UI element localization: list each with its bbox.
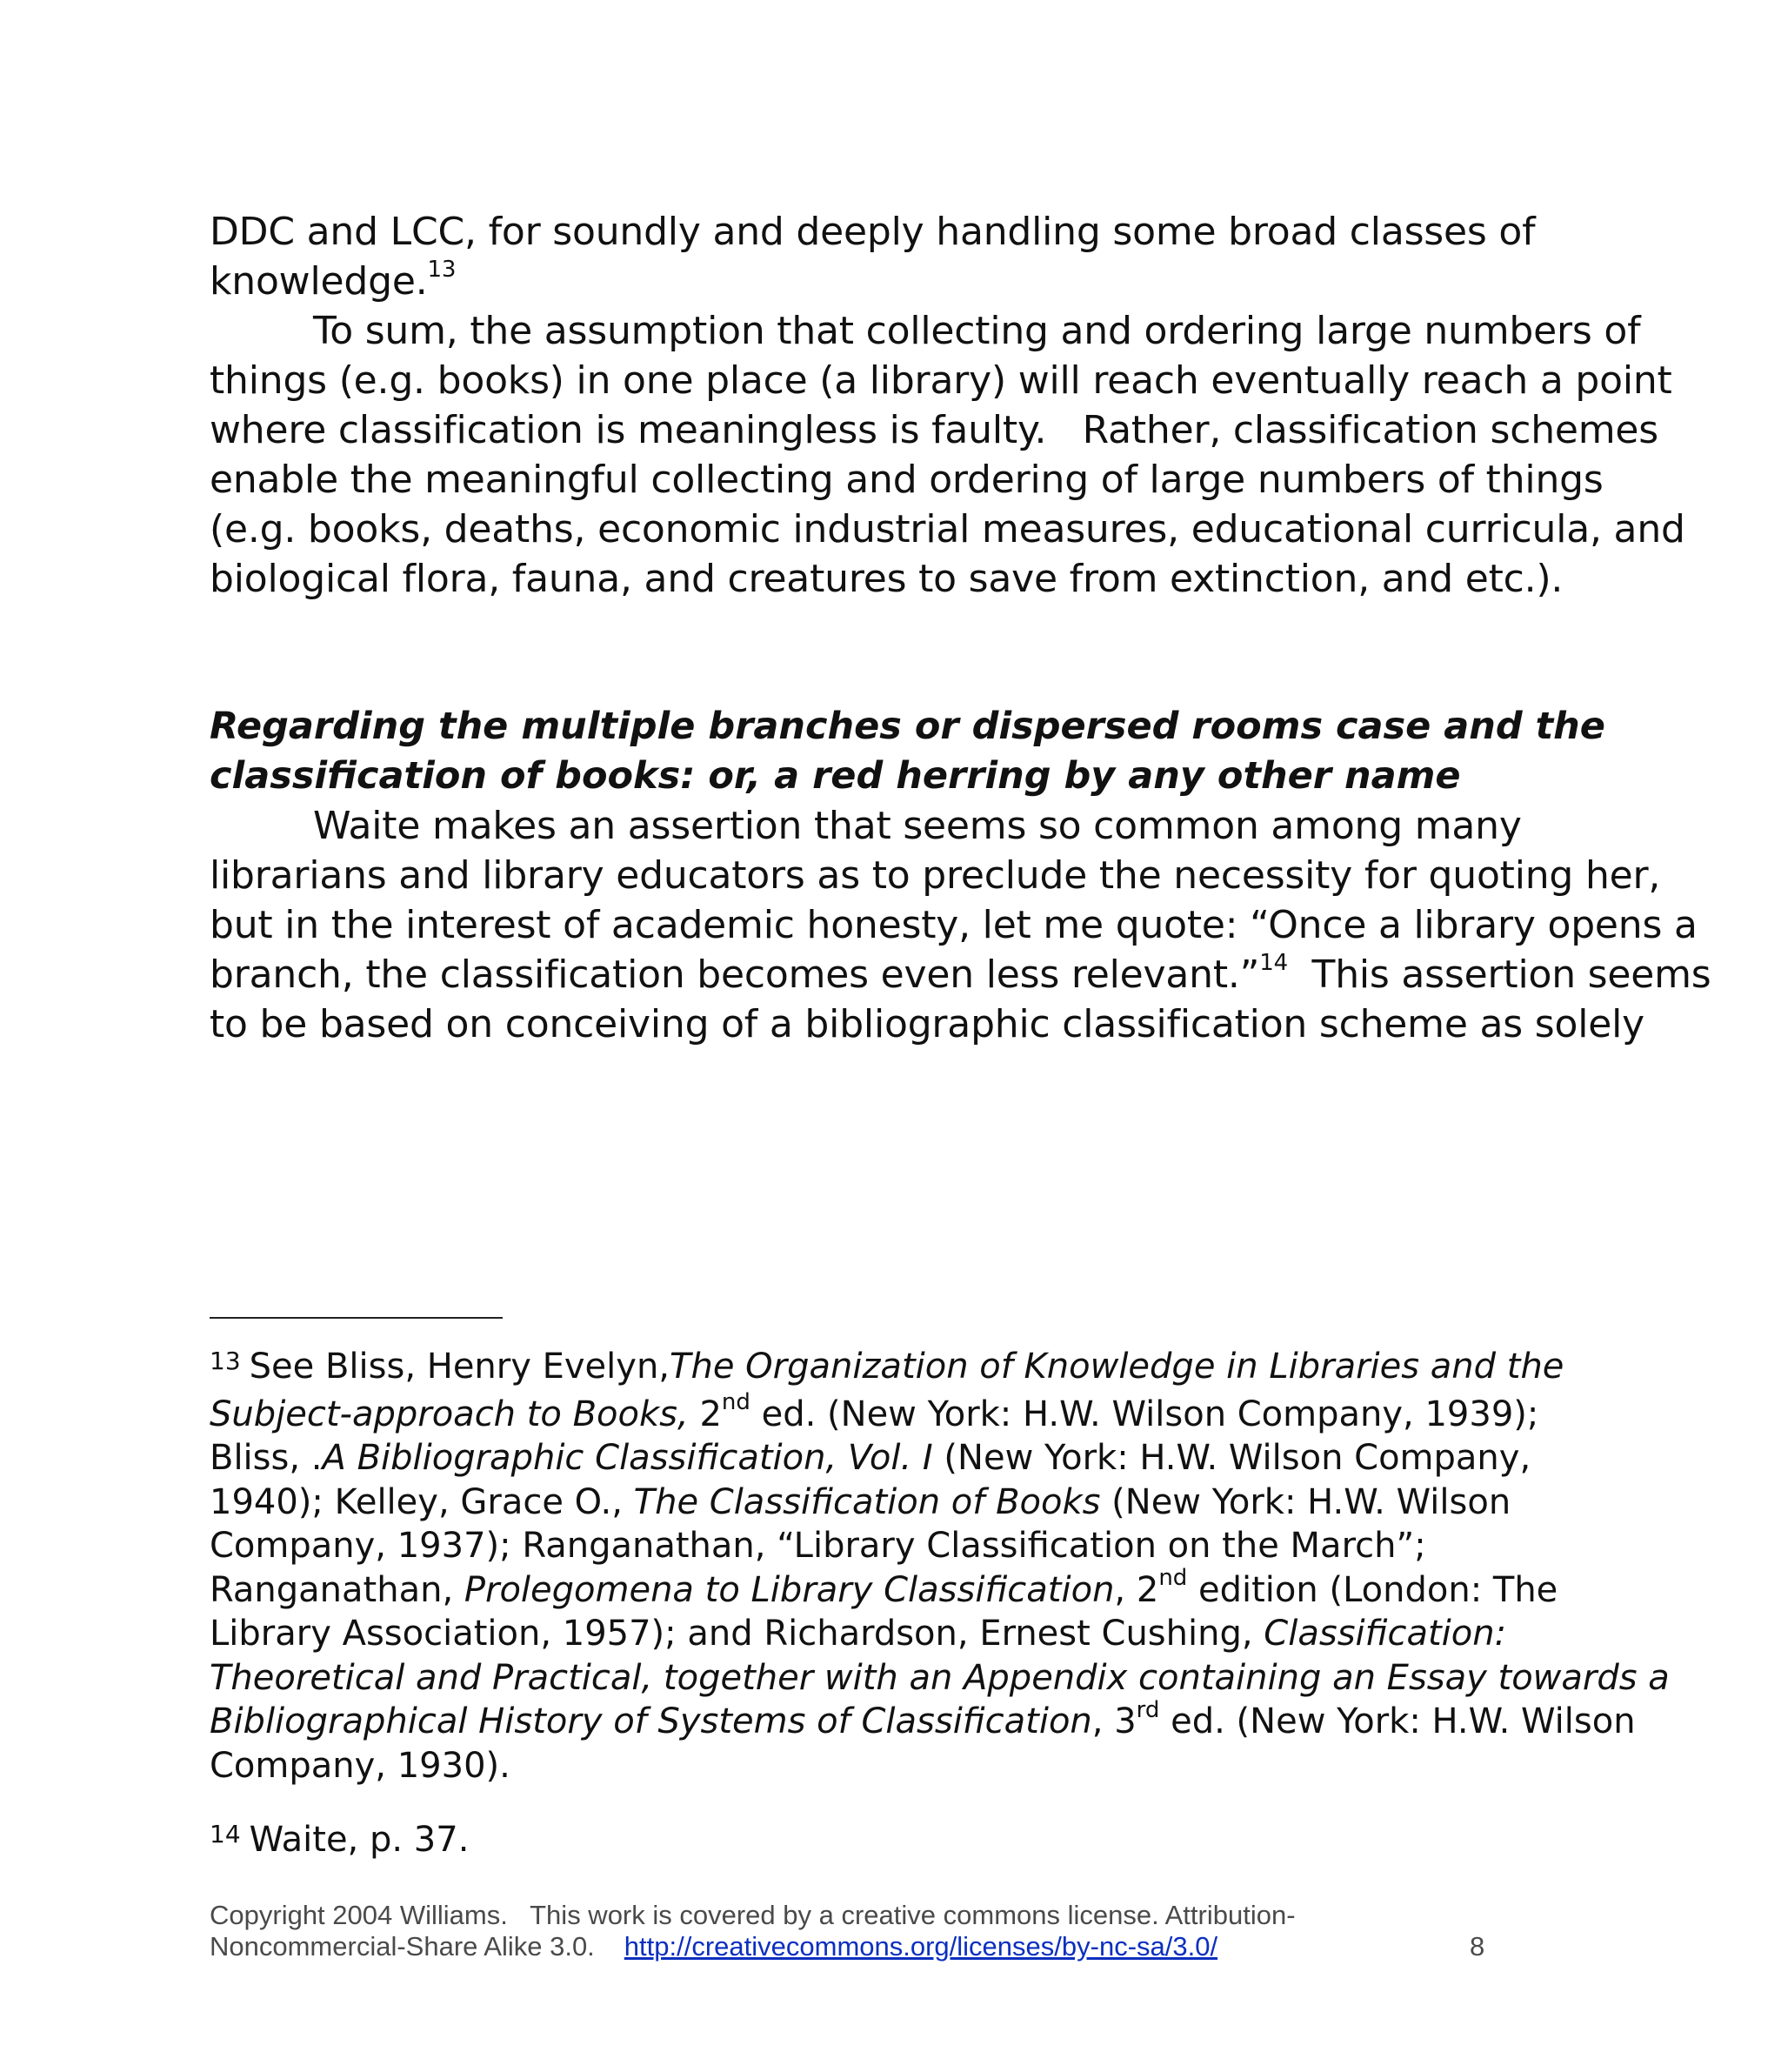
paragraph-line: where classification is meaningless is faulty. Rather, classification schemes bbox=[210, 408, 1659, 452]
footnote-title: The Organization of Knowledge in Libraries and the bbox=[670, 1347, 1564, 1387]
footnote-ref-14[interactable]: 14 bbox=[1259, 950, 1288, 977]
body-text-top bbox=[210, 207, 1685, 604]
footnote-line bbox=[210, 1480, 1584, 1525]
copyright-footer bbox=[210, 1900, 1514, 1962]
paragraph-line: DDC and LCC, for soundly and deeply handling some broad classes of bbox=[210, 210, 1536, 254]
footnote-text: (New York: H.W. Wilson bbox=[1100, 1481, 1511, 1522]
footnote-text: 2 bbox=[688, 1394, 722, 1434]
license-link[interactable]: http://creativecommons.org/licenses/by-nc-sa/3.0/ bbox=[624, 1931, 1218, 1962]
ordinal-suffix: rd bbox=[1136, 1696, 1160, 1723]
footnote-line bbox=[210, 1389, 1584, 1437]
paragraph-line bbox=[210, 950, 1711, 999]
paragraph-text: knowledge. bbox=[210, 259, 428, 304]
paragraph-line: To sum, the assumption that collecting and ordering large numbers of bbox=[313, 309, 1641, 353]
footnote-ref-13[interactable]: 13 bbox=[427, 257, 457, 284]
footnote-text: (New York: H.W. Wilson Company, bbox=[932, 1438, 1531, 1478]
footnote-13 bbox=[210, 1345, 1670, 1788]
paragraph-line: enable the meaningful collecting and ordering of large numbers of things bbox=[210, 458, 1604, 502]
paragraph-line: Waite makes an assertion that seems so common among many bbox=[313, 804, 1522, 848]
footnote-line bbox=[210, 1436, 1584, 1480]
footnote-text: , 2 bbox=[1114, 1569, 1159, 1610]
footnote-line bbox=[210, 1612, 1584, 1656]
heading-line: Regarding the multiple branches or dispersed rooms case and the bbox=[210, 705, 1605, 748]
paragraph-text: branch, the classification becomes even less relevant.” bbox=[210, 952, 1260, 997]
footnote-separator bbox=[210, 1317, 503, 1319]
page-number: 8 bbox=[1470, 1931, 1485, 1962]
footnote-text: 1940); Kelley, Grace O., bbox=[210, 1481, 634, 1522]
footnote-title: Prolegomena to Library Classification bbox=[464, 1569, 1115, 1610]
footnote-text: Bliss, . bbox=[210, 1438, 323, 1478]
paragraph-line: biological flora, fauna, and creatures to save from extinction, and etc.). bbox=[210, 557, 1564, 601]
footnote-title: Subject-approach to Books, bbox=[210, 1394, 689, 1434]
footnote-14 bbox=[210, 1818, 1584, 1866]
paragraph-line: to be based on conceiving of a bibliographic classification scheme as solely bbox=[210, 1002, 1644, 1046]
footnote-text: See Bliss, Henry Evelyn, bbox=[249, 1347, 670, 1387]
section-heading bbox=[210, 702, 1605, 801]
footnote-number: 14 bbox=[210, 1820, 241, 1848]
footnote-line bbox=[210, 1345, 1584, 1393]
ordinal-suffix: nd bbox=[1158, 1565, 1188, 1592]
footnote-line bbox=[210, 1696, 1636, 1744]
footnote-text: edition (London: The bbox=[1187, 1569, 1558, 1610]
paragraph-line: things (e.g. books) in one place (a library) will reach eventually reach a point bbox=[210, 358, 1672, 403]
copyright-line bbox=[210, 1931, 1514, 1962]
paragraph-line: (e.g. books, deaths, economic industrial measures, educational curricula, and bbox=[210, 507, 1685, 551]
footnote-text: Library Association, 1957); and Richardson, Ernest Cushing, bbox=[210, 1614, 1264, 1654]
footnote-title: Bibliographical History of Systems of Classification bbox=[210, 1701, 1092, 1741]
paragraph-line bbox=[210, 257, 1584, 306]
footnote-text: Ranganathan, bbox=[210, 1569, 464, 1610]
license-name: Noncommercial-Share Alike 3.0. bbox=[210, 1931, 595, 1962]
paragraph-line: librarians and library educators as to preclude the necessity for quoting her, bbox=[210, 853, 1661, 898]
footnote-text: ed. (New York: H.W. Wilson Company, 1939); bbox=[750, 1394, 1539, 1434]
ordinal-suffix: nd bbox=[721, 1389, 750, 1416]
heading-line: classification of books: or, a red herring by any other name bbox=[210, 754, 1461, 798]
footnote-text: Waite, p. 37. bbox=[249, 1820, 470, 1860]
paragraph-text: This assertion seems bbox=[1287, 952, 1711, 997]
paragraph-line: but in the interest of academic honesty, let me quote: “Once a library opens a bbox=[210, 903, 1698, 947]
footnote-line: Company, 1937); Ranganathan, “Library Classification on the March”; bbox=[210, 1526, 1426, 1566]
footnote-line: Company, 1930). bbox=[210, 1745, 510, 1786]
footnote-title: The Classification of Books bbox=[633, 1481, 1101, 1522]
footnote-text: ed. (New York: H.W. Wilson bbox=[1159, 1701, 1636, 1741]
body-text-section bbox=[210, 801, 1711, 1049]
footnote-number: 13 bbox=[210, 1347, 241, 1375]
footnote-text: , 3 bbox=[1091, 1701, 1137, 1741]
copyright-line: Copyright 2004 Williams. This work is covered by a creative commons license. Attribution- bbox=[210, 1900, 1296, 1930]
footnote-line: Theoretical and Practical, together with an Appendix containing an Essay towards a bbox=[210, 1657, 1670, 1698]
footnote-line bbox=[210, 1565, 1584, 1613]
footnote-line bbox=[210, 1818, 1584, 1866]
footnote-title: A Bibliographic Classification, Vol. I bbox=[322, 1438, 933, 1478]
footnote-title: Classification: bbox=[1264, 1614, 1507, 1654]
